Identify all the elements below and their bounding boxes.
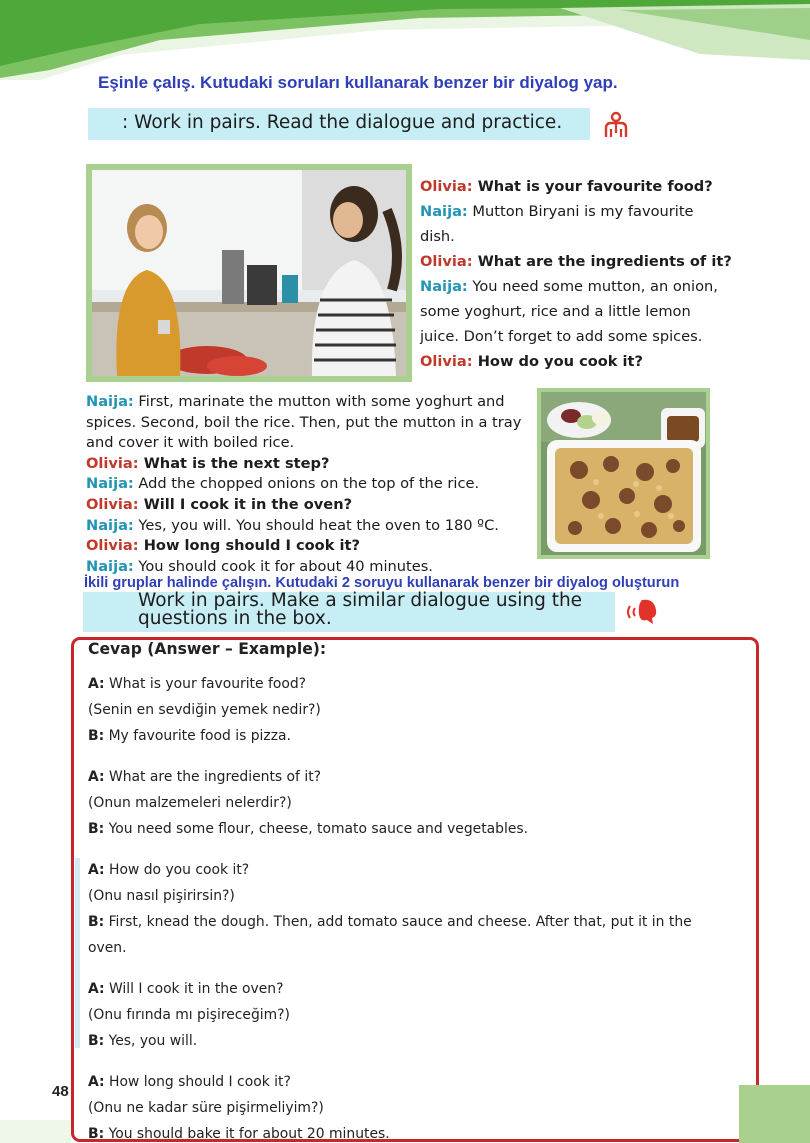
speaker-name: Naija: [420, 203, 468, 220]
dialogue-text: What is your favourite food? [472, 178, 713, 195]
corner-decoration [739, 1085, 810, 1143]
answer-line [88, 981, 283, 997]
task-number: 1 [96, 114, 108, 135]
task-1-label: : Work in pairs. Read the dialogue and practice. [122, 112, 563, 133]
dialogue-text: juice. Don’t forget to add some spices. [420, 328, 703, 345]
answer-line [88, 1074, 291, 1090]
dialogue-text: How long should I cook it? [138, 537, 360, 555]
translation-instruction-top: Eşinle çalış. Kutudaki soruları kullanarak benzer bir diyalog yap. [98, 73, 618, 92]
answer-speaker: B: [88, 728, 105, 744]
dialogue-line [420, 224, 455, 249]
speaker-name: Olivia: [86, 454, 139, 472]
corner-decoration-left [0, 1120, 71, 1143]
dialogue-line [86, 392, 505, 413]
dialogue-text: What are the ingredients of it? [472, 253, 732, 270]
answer-line [88, 914, 692, 930]
speaker-name: Naija: [86, 475, 134, 493]
dialogue-text: Will I cook it in the oven? [138, 496, 353, 513]
answer-speaker: B: [88, 1033, 105, 1049]
answer-text: oven. [88, 940, 127, 956]
dialogue-line [86, 536, 360, 557]
answer-speaker: B: [88, 1126, 105, 1142]
dialogue-text: and cover it with boiled rice. [86, 434, 295, 452]
kitchen-photo [86, 164, 412, 382]
speaking-icon [624, 596, 660, 628]
answer-text: How long should I cook it? [104, 1074, 291, 1090]
answer-text: (Onu ne kadar süre pişirmeliyim?) [88, 1100, 324, 1116]
dialogue-text: Mutton Biryani is my favourite [467, 203, 694, 220]
dialogue-line [86, 495, 352, 516]
answer-line [88, 769, 321, 785]
dialogue-line [420, 174, 713, 199]
dialogue-text: How do you cook it? [472, 353, 644, 370]
answer-speaker: B: [88, 821, 105, 837]
dialogue-text: some yoghurt, rice and a little lemon [420, 303, 691, 320]
answer-speaker: A: [88, 1074, 105, 1090]
dialogue-line [420, 324, 702, 349]
answer-line [88, 676, 306, 692]
speaker-name: Naija: [86, 557, 134, 575]
answer-line [88, 1033, 197, 1049]
dialogue-text: First, marinate the mutton with some yoghurt and [133, 393, 505, 410]
dialogue-line [420, 199, 694, 224]
answer-text: What is your favourite food? [104, 676, 307, 692]
answer-line [88, 795, 292, 811]
top-banner [0, 0, 810, 80]
answer-text: What are the ingredients of it? [104, 769, 322, 785]
answer-text: (Onu nasıl pişirirsin?) [88, 888, 235, 904]
answer-text: My favourite food is pizza. [104, 728, 291, 744]
speaker-name: Olivia: [420, 178, 473, 195]
answer-text: Yes, you will. [104, 1033, 198, 1049]
task-2-line-2: questions in the box. [138, 608, 332, 629]
answer-text: How do you cook it? [104, 862, 250, 878]
answer-box [71, 637, 759, 1142]
dialogue-line [86, 516, 499, 537]
dialogue-line [420, 299, 691, 324]
speaker-name: Naija: [86, 393, 134, 410]
answer-line [88, 940, 126, 956]
answer-speaker: A: [88, 981, 105, 997]
task-2-bar [83, 592, 615, 632]
answer-text: (Onun malzemeleri nelerdir?) [88, 795, 292, 811]
pair-work-icon [602, 111, 630, 139]
answer-line [88, 702, 321, 718]
answer-speaker: A: [88, 862, 105, 878]
dialogue-line [86, 454, 329, 475]
translation-instruction-mid: İkili gruplar halinde çalışın. Kutudaki 2 soruyu kullanarak benzer bir diyalog oluşturun [84, 575, 680, 591]
answer-line [88, 862, 249, 878]
dialogue-text: You should cook it for about 40 minutes. [133, 557, 433, 575]
dialogue-text: Add the chopped onions on the top of the rice. [133, 475, 480, 493]
dialogue-text: What is the next step? [138, 454, 330, 472]
page-number: 48 [52, 1083, 69, 1100]
answer-speaker: A: [88, 769, 105, 785]
answer-line [88, 1007, 290, 1023]
task-2-line-1: Work in pairs. Make a similar dialogue using the [138, 590, 583, 611]
dialogue-text: spices. Second, boil the rice. Then, put the mutton in a tray [86, 413, 522, 431]
speaker-name: Naija: [420, 278, 468, 295]
dialogue-text: Yes, you will. You should heat the oven to 180 ºC. [133, 516, 499, 534]
answer-text: You need some flour, cheese, tomato sauce and vegetables. [104, 821, 529, 837]
speaker-name: Olivia: [420, 353, 473, 370]
answer-line [88, 1126, 390, 1142]
speaker-name: Olivia: [86, 496, 139, 513]
answer-text: You should bake it for about 20 minutes. [104, 1126, 390, 1142]
dialogue-line [420, 249, 732, 274]
dialogue-line [86, 433, 294, 454]
answer-line [88, 1100, 324, 1116]
dialogue-text: You need some mutton, an onion, [467, 278, 718, 295]
answer-line [88, 728, 291, 744]
biryani-photo [537, 388, 710, 559]
dialogue-text: dish. [420, 228, 455, 245]
dialogue-line [420, 349, 643, 374]
answer-text: (Senin en sevdiğin yemek nedir?) [88, 702, 321, 718]
answer-text: First, knead the dough. Then, add tomato sauce and cheese. After that, put it in the [104, 914, 692, 930]
answer-speaker: A: [88, 676, 105, 692]
dialogue-line [86, 413, 521, 434]
dialogue-line [86, 474, 479, 495]
task-1-bar [88, 108, 590, 140]
answer-title: Cevap (Answer – Example): [88, 640, 327, 658]
answer-line [88, 888, 235, 904]
speaker-name: Olivia: [420, 253, 473, 270]
dialogue-line [420, 274, 718, 299]
answer-text: Will I cook it in the oven? [104, 981, 284, 997]
speaker-name: Olivia: [86, 537, 139, 555]
answer-speaker: B: [88, 914, 105, 930]
speaker-name: Naija: [86, 516, 134, 534]
answer-line [88, 821, 528, 837]
answer-text: (Onu fırında mı pişireceğim?) [88, 1007, 290, 1023]
side-strip [75, 858, 80, 1048]
